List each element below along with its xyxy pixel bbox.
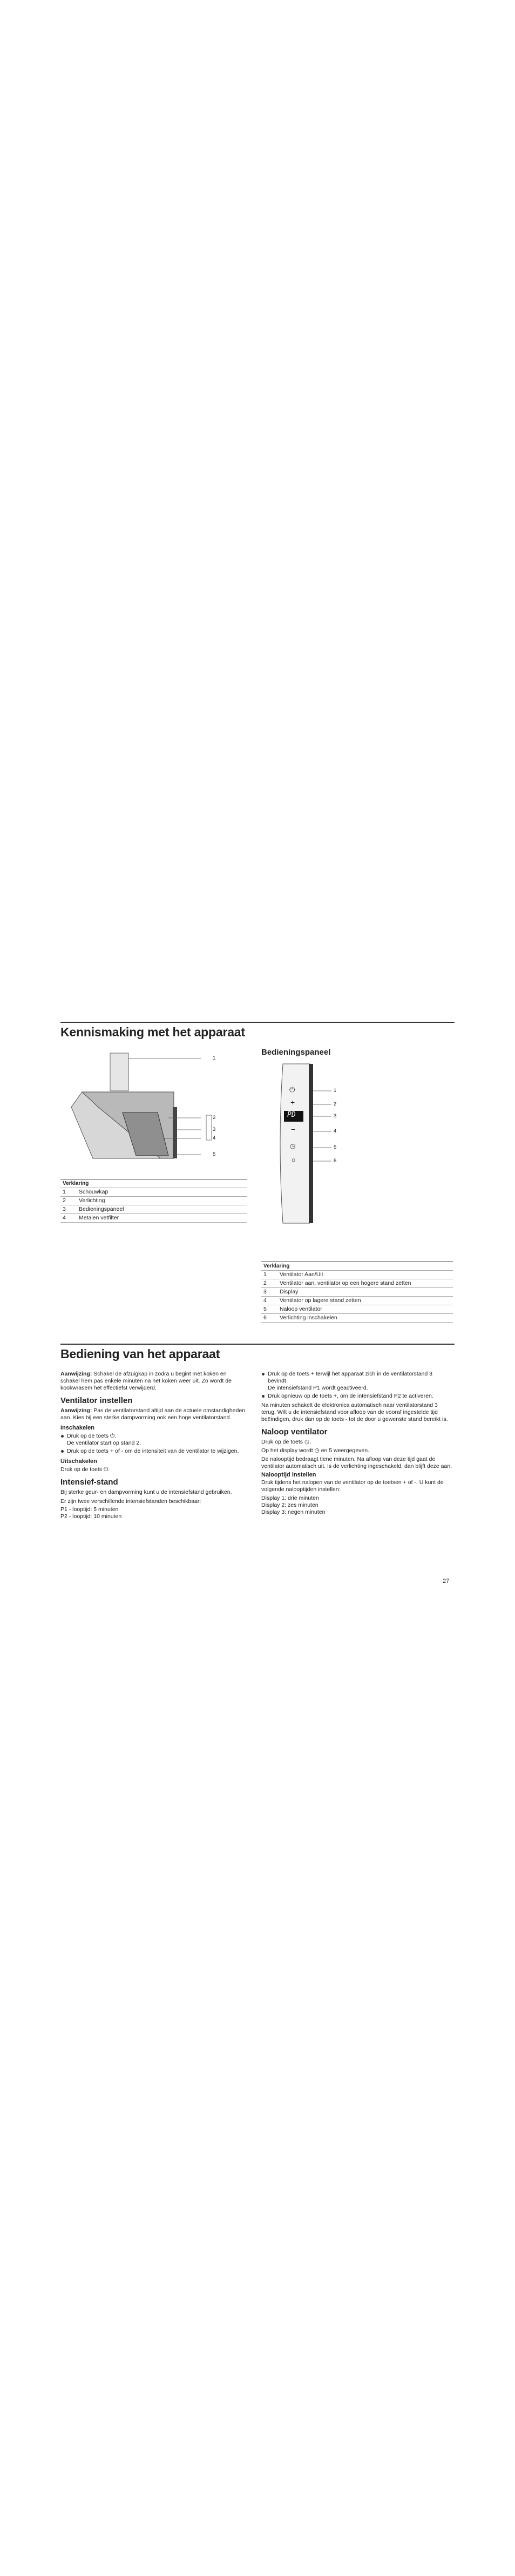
- table-row: [261, 1288, 453, 1297]
- row-number: 3: [60, 1205, 77, 1214]
- power-icon[interactable]: ⏻: [289, 1085, 295, 1094]
- row-label: Display: [277, 1288, 453, 1297]
- panel-callout-4: 4: [334, 1128, 337, 1134]
- intensief-step-1: Druk op de toets + terwijl het apparaat zich in de ventilatorstand 3 bevindt.: [261, 1371, 453, 1385]
- naloop-p1: Druk op de toets ◷.: [261, 1439, 311, 1445]
- row-label: Schouwkap: [77, 1188, 247, 1197]
- row-number: 6: [261, 1314, 277, 1323]
- section-rule-top: [60, 1022, 455, 1023]
- naloop-title: Naloop ventilator: [261, 1427, 328, 1437]
- advice-label: Aanwijzing:: [60, 1371, 92, 1377]
- off-title: Uitschakelen: [60, 1458, 97, 1465]
- intensief-step-1-note: De intensiefstand P1 wordt geactiveerd.: [268, 1385, 368, 1391]
- table-row: [60, 1197, 247, 1205]
- right-column: [261, 1371, 453, 1516]
- table-row: [261, 1271, 453, 1279]
- plus-icon[interactable]: +: [290, 1098, 295, 1107]
- row-label: Ventilator Aan/Uit: [277, 1271, 453, 1279]
- row-number: 1: [60, 1188, 77, 1197]
- on-title: Inschakelen: [60, 1425, 94, 1431]
- advice-text: Pas de ventilatorstand altijd aan de actuele omstandigheden aan. Kies bij een sterke dampvorming ook een hoge ventilatorstand.: [60, 1407, 246, 1421]
- callout-5: 5: [213, 1151, 216, 1157]
- advice-label: Aanwijzing:: [60, 1407, 92, 1414]
- naloop-sub-text: Druk tijdens het nalopen van de ventilator op de toetsen + of -. U kunt de volgende nalooptijden instellen:: [261, 1479, 444, 1493]
- off-text: Druk op de toets ⏻.: [60, 1466, 110, 1473]
- row-label: Ventilator aan, ventilator op een hogere stand zetten: [277, 1279, 453, 1288]
- control-panel-illustration: [261, 1061, 385, 1229]
- row-number: 4: [261, 1297, 277, 1305]
- panel-callout-3: 3: [334, 1113, 337, 1119]
- callout-3: 3: [213, 1127, 216, 1132]
- panel-callout-1: 1: [334, 1088, 337, 1094]
- row-label: Metalen vetfilter: [77, 1214, 247, 1223]
- intensief-p1: Bij sterke geur- en dampvorming kunt u de intensiefstand gebruiken.: [60, 1489, 232, 1495]
- panel-callout-5: 5: [334, 1144, 337, 1150]
- row-number: 5: [261, 1305, 277, 1314]
- naloop-p2: Op het display wordt ◷ en 5 weergegeven.: [261, 1447, 370, 1454]
- table-row: [261, 1279, 453, 1288]
- panel-title: Bedieningspaneel: [261, 1048, 331, 1057]
- row-label: Verlichting: [77, 1197, 247, 1205]
- legend-table-panel: [261, 1262, 453, 1323]
- minus-icon[interactable]: −: [291, 1125, 296, 1134]
- row-label: Naloop ventilator: [277, 1305, 453, 1314]
- row-number: 1: [261, 1271, 277, 1279]
- table-row: [60, 1214, 247, 1223]
- on-step-1-note: De ventilator start op stand 2.: [67, 1440, 141, 1446]
- chimney-shape: [110, 1053, 128, 1091]
- ventilator-title: Ventilator instellen: [60, 1396, 133, 1405]
- advice-paragraph: [60, 1371, 247, 1392]
- intensief-step-2: Druk opnieuw op de toets +, om de intensiefstand P2 te activeren.: [261, 1393, 453, 1400]
- row-label: Verlichting inschakelen: [277, 1314, 453, 1323]
- page-number: 27: [443, 1578, 450, 1584]
- list-item: Display 1: drie minuten: [261, 1495, 319, 1501]
- list-item: Display 3: negen minuten: [261, 1509, 326, 1515]
- table-header: Verklaring: [60, 1179, 247, 1188]
- panel-callout-6: 6: [334, 1158, 337, 1164]
- callout-2: 2: [213, 1115, 216, 1121]
- section-rule-bediening: [60, 1344, 455, 1345]
- intensief-p2: Er zijn twee verschillende intensiefstanden beschikbaar:: [60, 1498, 201, 1505]
- ventilator-advice: [60, 1407, 247, 1421]
- table-row: [60, 1188, 247, 1197]
- table-row: [261, 1297, 453, 1305]
- legend-table-hood: [60, 1179, 247, 1223]
- table-header: Verklaring: [261, 1262, 453, 1271]
- row-number: 3: [261, 1288, 277, 1297]
- callout-1: 1: [213, 1055, 216, 1061]
- row-number: 2: [60, 1197, 77, 1205]
- section-title-bediening: Bediening van het apparaat: [60, 1347, 220, 1361]
- callout-4: 4: [213, 1135, 216, 1141]
- table-header-row: [60, 1179, 247, 1188]
- left-column: [60, 1371, 247, 1520]
- row-label: Bedieningspaneel: [77, 1205, 247, 1214]
- timer-icon[interactable]: ◷: [290, 1142, 296, 1150]
- naloop-sub-title: Nalooptijd instellen: [261, 1472, 316, 1478]
- display-text: PD: [287, 1111, 296, 1119]
- on-step-1: Druk op de toets ⏻.: [60, 1433, 247, 1440]
- row-label: Ventilator op lagere stand zetten: [277, 1297, 453, 1305]
- table-row: [261, 1314, 453, 1323]
- table-row: [261, 1305, 453, 1314]
- section-title-kennismaking: Kennismaking met het apparaat: [60, 1025, 245, 1039]
- on-step-2: Druk op de toets + of - om de intensiteit van de ventilator te wijzigen.: [60, 1448, 247, 1455]
- list-item: Display 2: zes minuten: [261, 1502, 319, 1508]
- advice-text: Schakel de afzuigkap in zodra u begint met koken en schakel hem pas enkele minuten na het koken weer uit. Zo wordt de kookwrasem het effectiefst verwijderd.: [60, 1371, 232, 1391]
- intensief-title: Intensief-stand: [60, 1478, 118, 1487]
- row-number: 4: [60, 1214, 77, 1223]
- hood-panel-edge: [173, 1107, 177, 1158]
- table-header-row: [261, 1262, 453, 1271]
- intensief-auto: Na minuten schakelt de elektronica automatisch naar ventilatorstand 3 terug. Wilt u de intensiefstand voor afloop van de vooraf ingestelde tijd beëindigen, druk dan op de toets - tot de door u gewenste stand bereikt is.: [261, 1402, 448, 1422]
- panel-callout-2: 2: [334, 1101, 337, 1107]
- row-number: 2: [261, 1279, 277, 1288]
- intensief-opt2: P2 - looptijd: 10 minuten: [60, 1513, 122, 1520]
- hood-illustration: [60, 1048, 233, 1172]
- table-row: [60, 1205, 247, 1214]
- panel-edge: [309, 1064, 313, 1223]
- hood-drawing: [60, 1048, 233, 1172]
- intensief-opt1: P1 - looptijd: 5 minuten: [60, 1506, 119, 1513]
- light-icon[interactable]: ☼: [290, 1156, 296, 1163]
- naloop-p3: De nalooptijd bedraagt ​​tiene minuten. Na afloop van deze tijd gaat de ventilator automatisch uit. Is de verlichting ingeschakeld, dan blijft deze aan.: [261, 1456, 452, 1469]
